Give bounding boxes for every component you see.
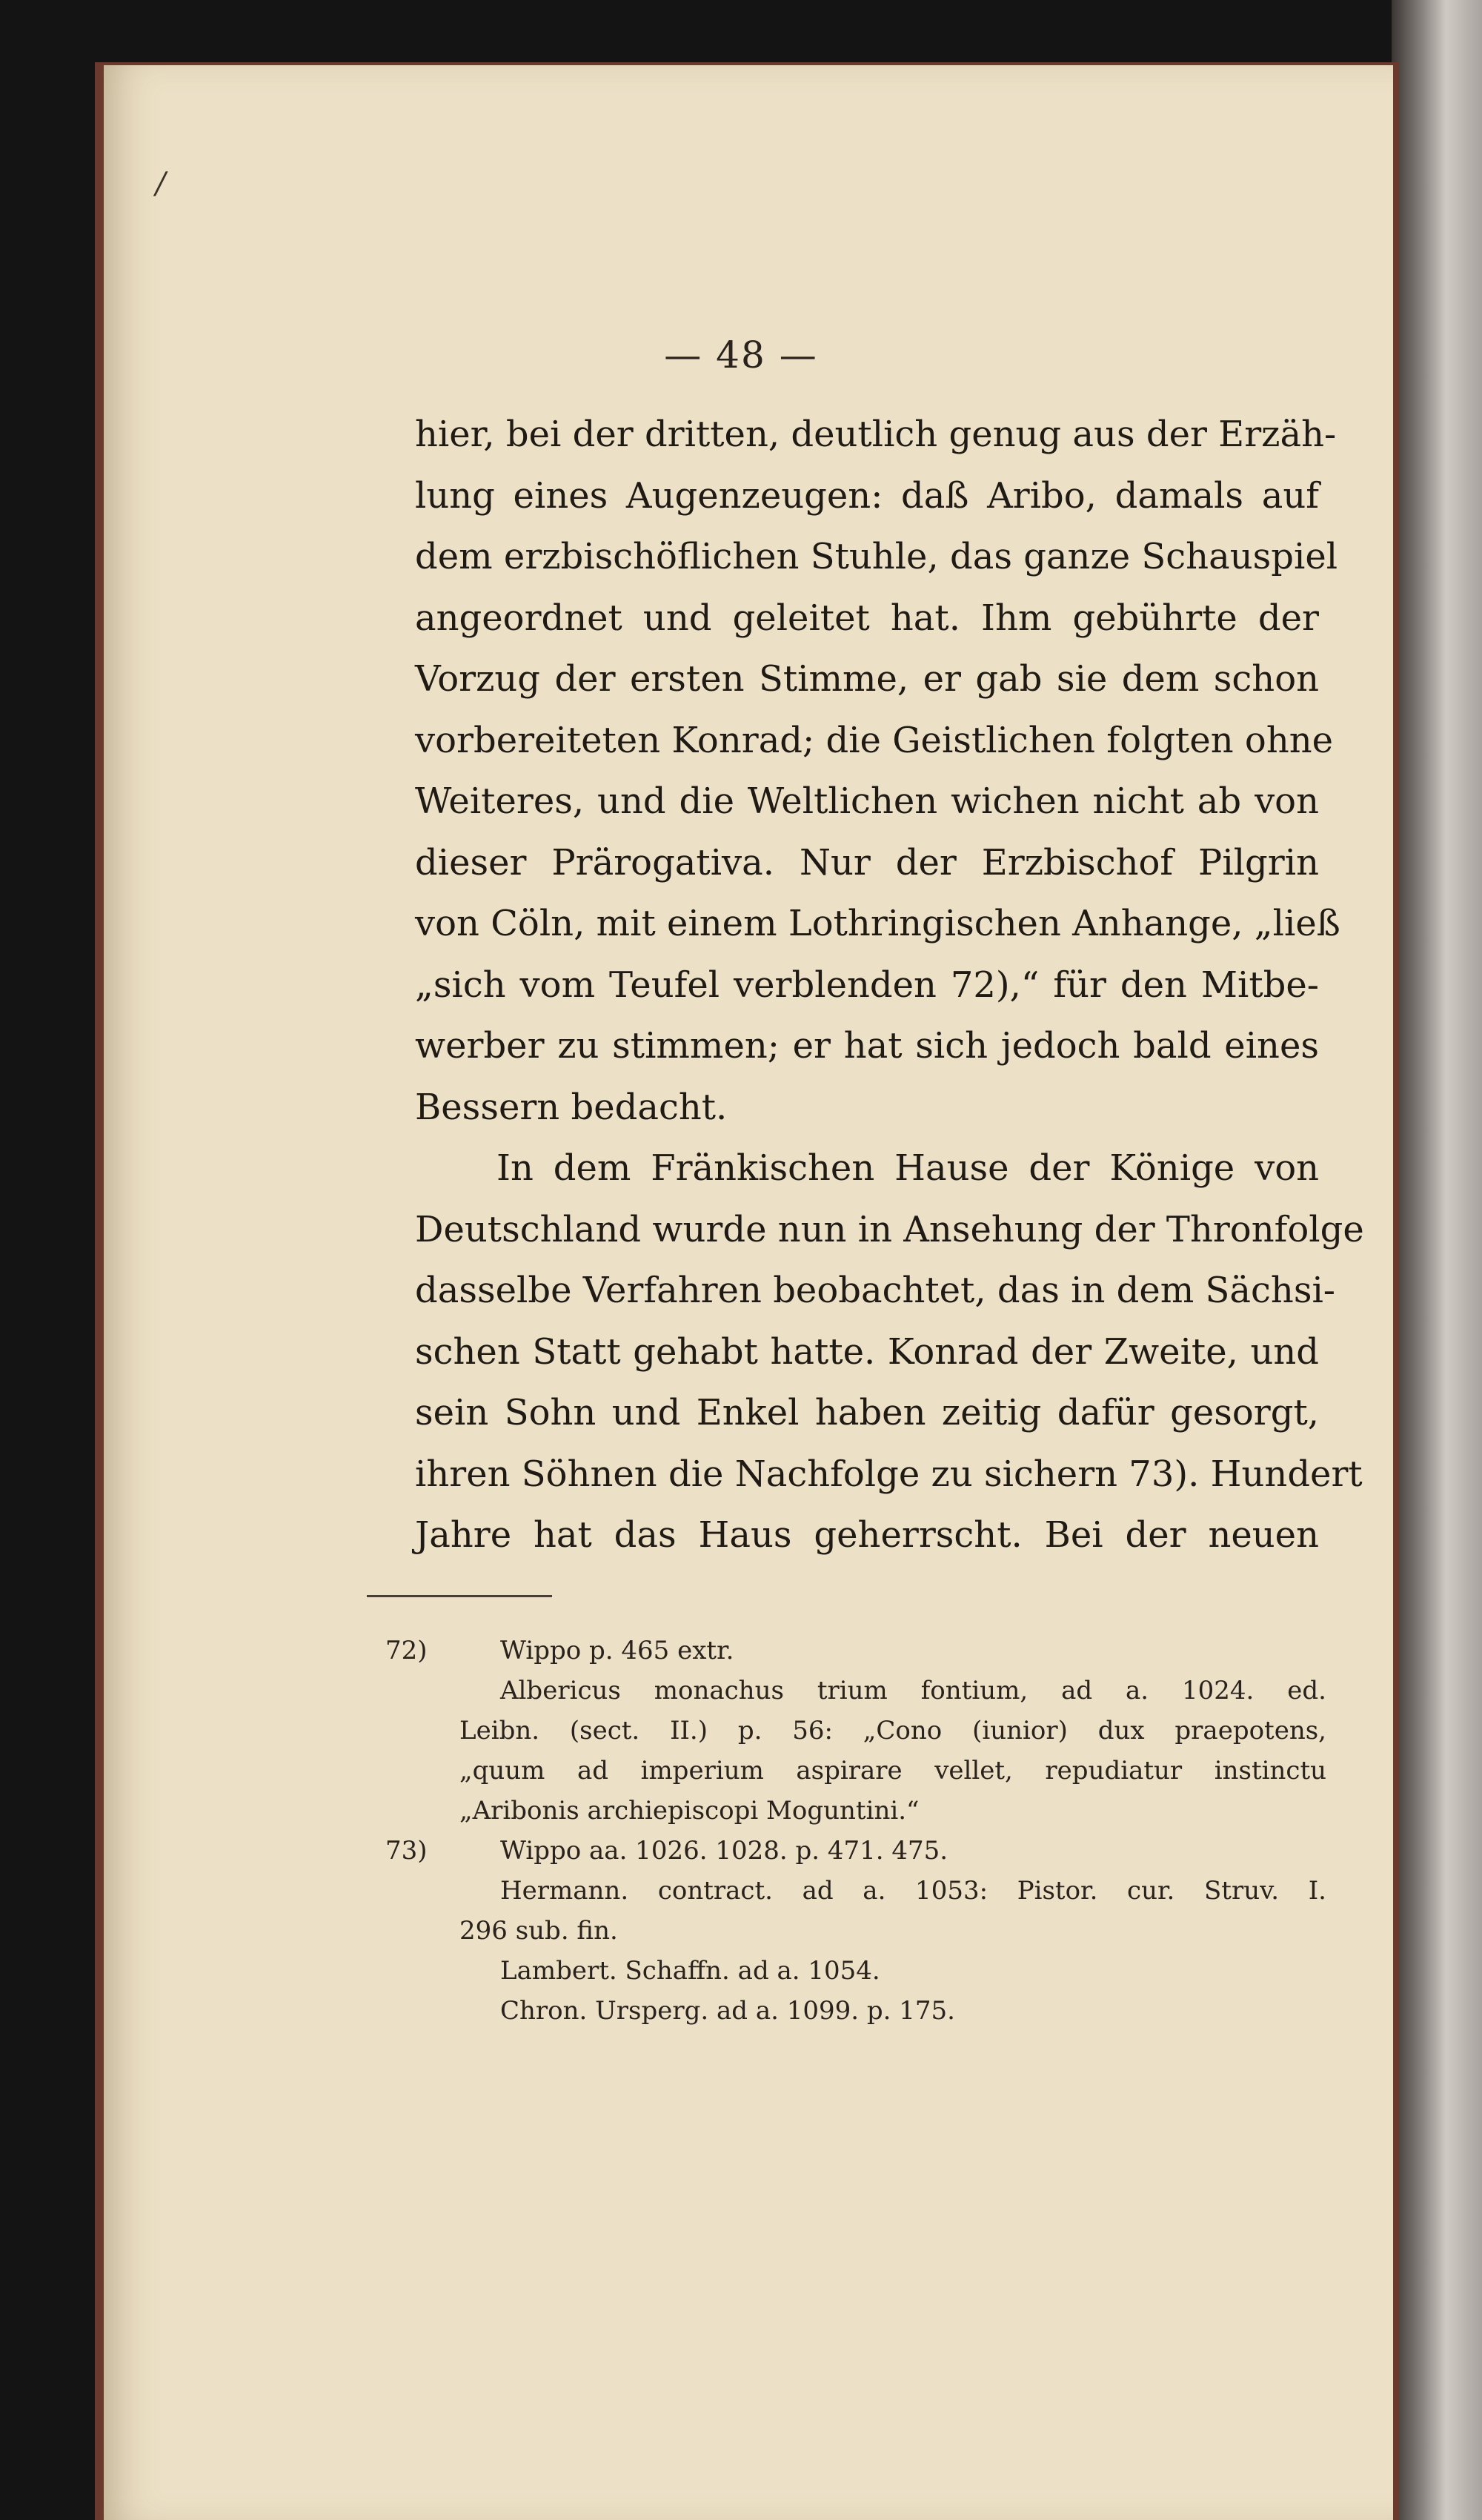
footnote-line: Hermann. contract. ad a. 1053: Pistor. cur. Struv. I. [500,1876,1326,1906]
text-line: „sich vom Teufel verblenden 72),“ für den Mitbe- [415,964,1319,1006]
text-line: angeordnet und geleitet hat. Ihm gebührte der [415,597,1319,639]
text-line: Jahre hat das Haus geherrscht. Bei der neuen [415,1514,1319,1556]
footnote-line: „quum ad imperium aspirare vellet, repudiatur instinctu [459,1756,1326,1785]
footnote-73 [385,1831,1326,1871]
text-line: In dem Fränkischen Hause der Könige von [496,1147,1319,1189]
footnote-text: Wippo aa. 1026. 1028. p. 471. 475. [500,1836,948,1866]
text-line: hier, bei der dritten, deutlich genug aus der Erzäh- [415,414,1337,455]
text-line: Vorzug der ersten Stimme, er gab sie dem schon [415,658,1319,700]
text-line: von Cöln, mit einem Lothringischen Anhange, „ließ [415,903,1340,944]
footnote-72 [385,1631,1326,1671]
text-line: sein Sohn und Enkel haben zeitig dafür gesorgt, [415,1392,1319,1433]
text-line: lung eines Augenzeugen: daß Aribo, damals auf [415,474,1319,517]
text-line: Bessern bedacht. [415,1086,728,1128]
text-line: dem erzbischöflichen Stuhle, das ganze Schauspiel [415,536,1338,577]
footnote-number: 73) [385,1836,428,1866]
adjacent-page-edge [1392,0,1482,2520]
footnote-line: Leibn. (sect. II.) p. 56: „Cono (iunior) dux praepotens, [459,1716,1326,1745]
footnote-number: 72) [385,1636,428,1665]
text-line: dieser Prärogativa. Nur der Erzbischof Pilgrin [415,841,1319,883]
body-text [415,404,1364,1566]
footnote-line: „Aribonis archiepiscopi Moguntini.“ [459,1796,920,1826]
page-number: — 48 — [664,334,818,377]
footnote-line: Lambert. Schaffn. ad a. 1054. [500,1956,880,1986]
footnote-text: Wippo p. 465 extr. [500,1636,734,1665]
text-line: Deutschland wurde nun in Ansehung der Thronfolge [415,1208,1364,1250]
footnote-line: Chron. Ursperg. ad a. 1099. p. 175. [500,1996,955,2026]
text-line: Weiteres, und die Weltlichen wichen nicht ab von [415,780,1319,822]
footnote-separator [367,1595,552,1597]
footnote-line: Albericus monachus trium fontium, ad a. 1024. ed. [500,1676,1326,1705]
text-line: vorbereiteten Konrad; die Geistlichen folgten ohne [415,719,1334,761]
text-line: ihren Söhnen die Nachfolge zu sichern 73). Hundert [415,1453,1363,1495]
text-line: werber zu stimmen; er hat sich jedoch bald eines [415,1025,1319,1067]
text-line: schen Statt gehabt hatte. Konrad der Zweite, und [415,1330,1319,1373]
margin-mark: / [156,167,166,201]
footnote-line: 296 sub. fin. [459,1916,618,1946]
text-line: dasselbe Verfahren beobachtet, das in dem Sächsi- [415,1270,1336,1311]
footnotes [385,1631,1326,2031]
